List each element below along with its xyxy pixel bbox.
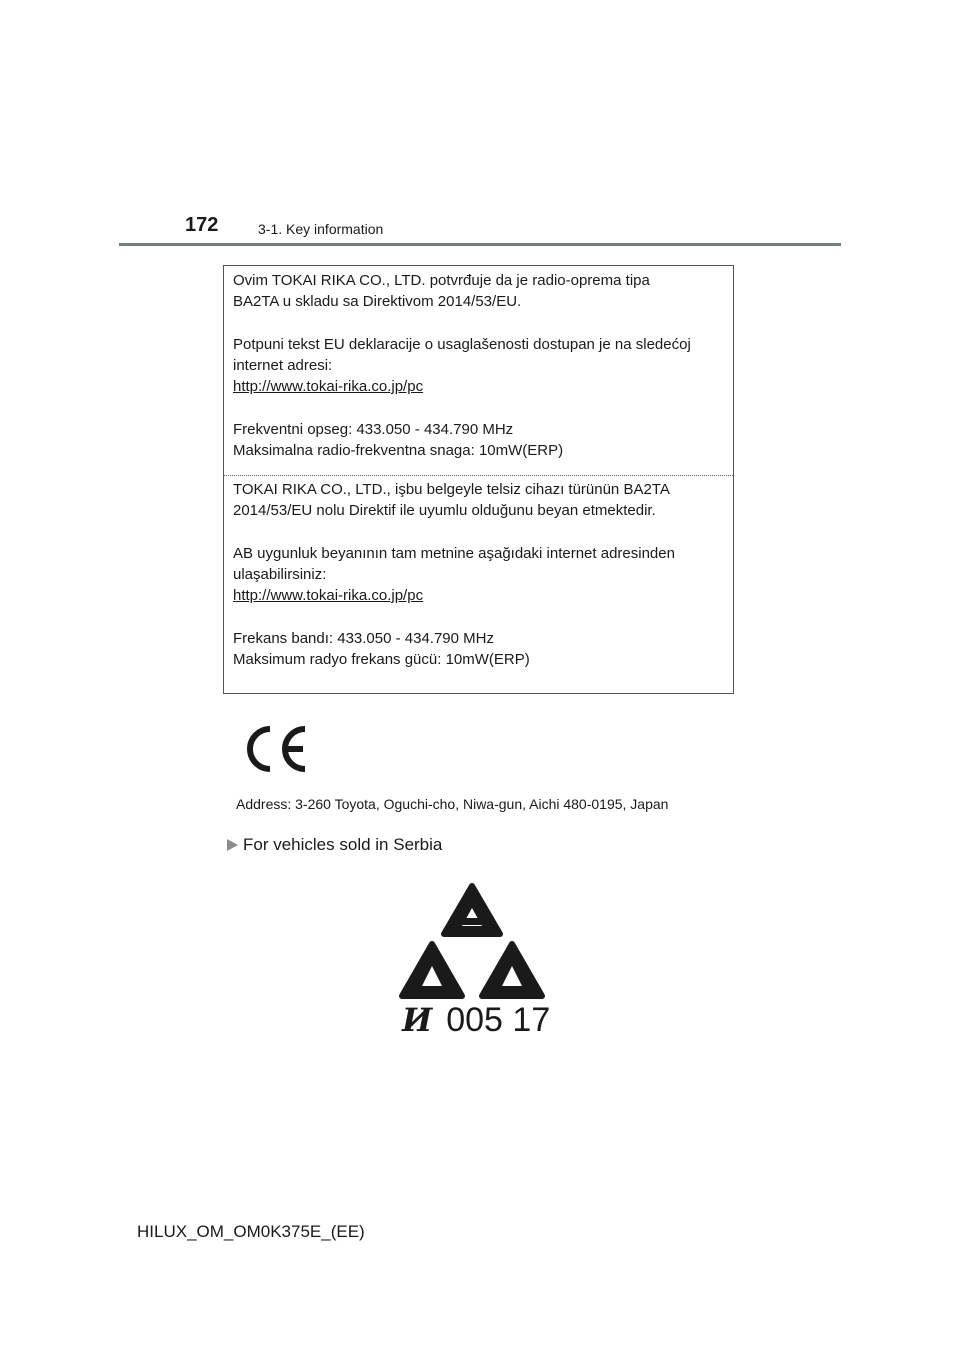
manufacturer-address: Address: 3-260 Toyota, Oguchi-cho, Niwa-gun, Aichi 480-0195, Japan: [236, 796, 669, 812]
declaration-text: TOKAI RIKA CO., LTD., işbu belgeyle telsiz cihazı türünün BA2TA: [233, 481, 670, 498]
ce-mark-icon: [243, 725, 311, 773]
section-divider: [224, 475, 733, 476]
serbia-mark-letter: И: [402, 1001, 433, 1039]
footer-document-id: HILUX_OM_OM0K375E_(EE): [137, 1222, 365, 1241]
section-title: 3-1. Key information: [258, 221, 384, 237]
serbia-bullet: [225, 835, 442, 855]
declaration-box: [223, 265, 734, 694]
frequency-range: Frekventni opseg: 433.050 - 434.790 MHz: [233, 421, 514, 438]
declaration-text: Potpuni tekst EU deklaracije o usaglašenosti dostupan je na sledećoj: [233, 336, 691, 353]
declaration-text: 2014/53/EU nolu Direktif ile uyumlu olduğunu beyan etmektedir.: [233, 502, 656, 519]
serbia-conformity-mark-icon: [396, 882, 548, 1000]
frequency-range: Frekans bandı: 433.050 - 434.790 MHz: [233, 630, 494, 647]
declaration-text: ulaşabilirsiniz:: [233, 566, 327, 583]
serbia-heading: For vehicles sold in Serbia: [243, 835, 443, 854]
declaration-link[interactable]: http://www.tokai-rika.co.jp/pc: [233, 587, 424, 604]
serbia-conformity-code: [402, 1001, 550, 1040]
declaration-text: AB uygunluk beyanının tam metnine aşağıdaki internet adresinden: [233, 545, 675, 562]
declaration-serbian: [233, 270, 725, 461]
declaration-text: BA2TA u skladu sa Direktivom 2014/53/EU.: [233, 293, 522, 310]
declaration-link[interactable]: http://www.tokai-rika.co.jp/pc: [233, 378, 424, 395]
declaration-text: Ovim TOKAI RIKA CO., LTD. potvrđuje da je radio-oprema tipa: [233, 272, 650, 289]
declaration-text: internet adresi:: [233, 357, 333, 374]
triangle-bullet-icon: [225, 838, 239, 852]
max-power: Maksimalna radio-frekventna snaga: 10mW(ERP): [233, 442, 564, 459]
max-power: Maksimum radyo frekans gücü: 10mW(ERP): [233, 651, 530, 668]
serbia-mark-number: 005 17: [446, 1001, 551, 1039]
header-rule: [119, 243, 841, 246]
declaration-turkish: [233, 479, 725, 670]
page-number: 172: [185, 214, 219, 236]
